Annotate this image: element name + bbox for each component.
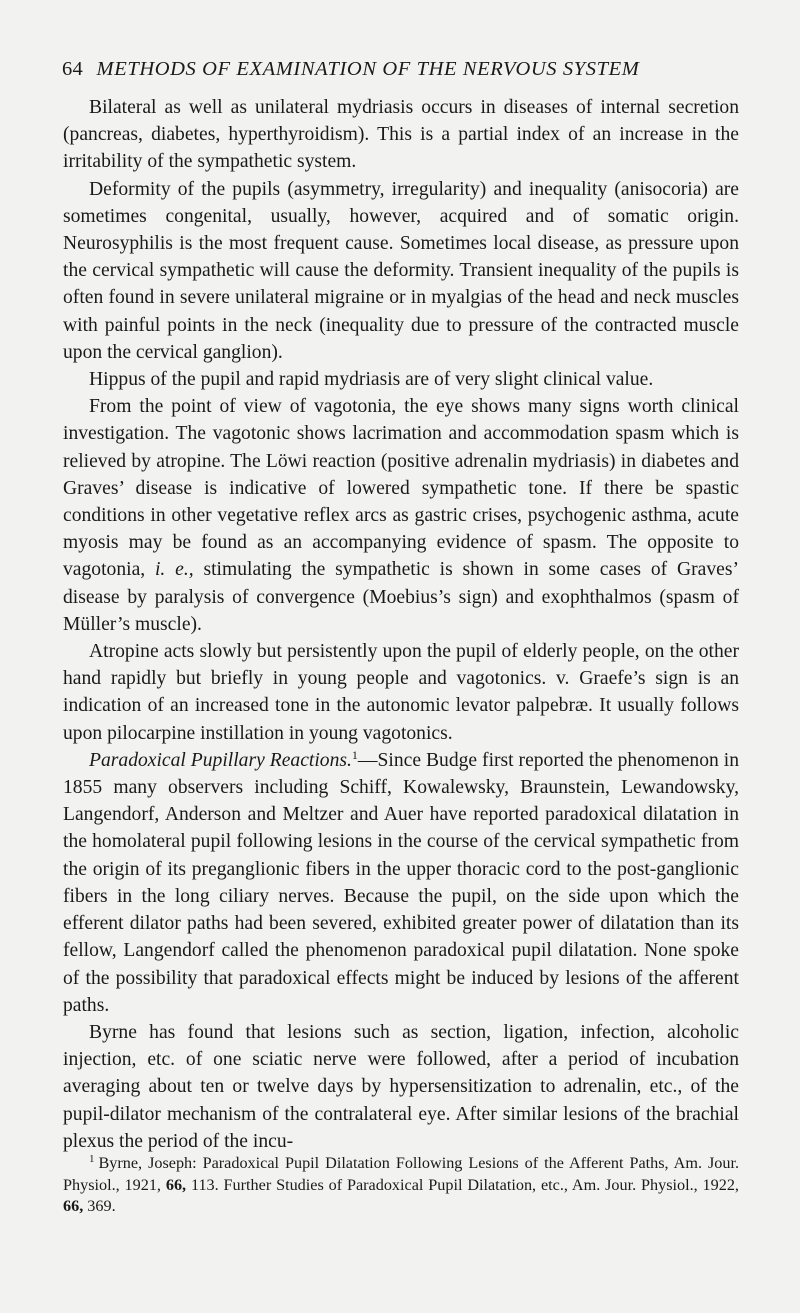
ie-abbreviation: i. e., [154,559,194,581]
paragraph-byrne: Byrne has found that lesions such as section, ligation, infection, alcoholic injection, etc. of one sciatic nerve were followed, after a period of incubation averaging about ten or twelve days by hypersensitization to adrenalin, etc., of the pupil-dilator mechanism of the contralateral eye. After similar lesions of the brachial plexus the period of the incu- [63,1021,739,1152]
body-text [63,94,739,1155]
paragraph-paradoxical-reactions [63,747,739,1019]
paragraph-mydriasis: Bilateral as well as unilateral mydriasis occurs in diseases of internal secretion (pancreas, diabetes, hyperthyroidism). This is a partial index of an increase in the irritability of the sympathetic system. [63,97,739,173]
footnote [63,1153,739,1218]
paragraph-paradoxical-text: —Since Budge first reported the phenomenon in 1855 many observers including Schiff, Kowalewsky, Braunstein, Lewandowsky, Langendorf, Anderson and Meltzer and Auer have reported paradoxical dilatation in the homolateral pupil following lesions in the course of the cervical sympathetic from the origin of its preganglionic fibers in the upper thoracic cord to the post-ganglionic fibers in the long ciliary nerves. Because the pupil, on the side upon which the efferent dilator paths had been severed, exhibited greater power of dilatation than its fellow, Langendorf called the phenomenon paradoxical pupil dilatation. None spoke of the possibility that paradoxical effects might be induced by lesions of the afferent paths. [63,749,739,1016]
footnote-text-3: 369. [87,1197,116,1215]
footnote-reference: 1 [351,747,358,762]
footnote-text-1: Byrne, Joseph: Paradoxical Pupil Dilatation Following Lesions of the Afferent Paths, Am. Jour. Physiol., 1921, [63,1154,739,1194]
footnote-text-2: 113. Further Studies of Paradoxical Pupil Dilatation, etc., Am. Jour. Physiol., 1922, [190,1175,739,1194]
paragraph-atropine: Atropine acts slowly but persistently upon the pupil of elderly people, on the other hand rapidly but briefly in young people and vagotonics. v. Graefe’s sign is an indication of an increased tone in the autonomic levator palpebræ. It usually follows upon pilocarpine instillation in young vagotonics. [63,641,739,744]
running-head [62,58,742,81]
paragraph-vagotonia [63,393,739,638]
page-number: 64 [62,58,84,80]
paragraph-vagotonia-text: From the point of view of vagotonia, the eye shows many signs worth clinical investigation. The vagotonic shows lacrimation and accommodation spasm which is relieved by atropine. The Löwi reaction (positive adrenalin mydriasis) in diabetes and Graves’ disease is indicative of lowered sympathetic tone. If there be spastic conditions in other vegetative reflex arcs as gastric crises, psychogenic asthma, acute myosis may be found as an accompanying evidence of spasm. The opposite to vagotonia, [63,396,739,581]
footnote-volume-2: 66, [63,1197,84,1215]
paragraph-hippus: Hippus of the pupil and rapid mydriasis are of very slight clinical value. [89,369,654,391]
footnote-volume-1: 66, [165,1175,187,1194]
paragraph-deformity: Deformity of the pupils (asymmetry, irregularity) and inequality (anisocoria) are sometimes congenital, usually, however, acquired and of somatic origin. Neurosyphilis is the most frequent cause. Sometimes local disease, as pressure upon the cervical sympathetic will cause the deformity. Transient inequality of the pupils is often found in severe unilateral migraine or in myalgias of the head and neck muscles with painful points in the neck (inequality due to pressure of the contracted muscle upon the cervical ganglion). [63,178,739,363]
section-heading-paradoxical: Paradoxical Pupillary Reactions. [89,749,352,771]
paragraph-vagotonia-tail: stimulating the sympathetic is shown in some cases of Graves’ disease by paralysis of convergence (Moebius’s sign) and exophthalmos (spasm of Müller’s muscle). [63,559,740,635]
footnote-marker: 1 [89,1153,95,1165]
chapter-title: METHODS OF EXAMINATION OF THE NERVOUS SYSTEM [96,58,640,80]
